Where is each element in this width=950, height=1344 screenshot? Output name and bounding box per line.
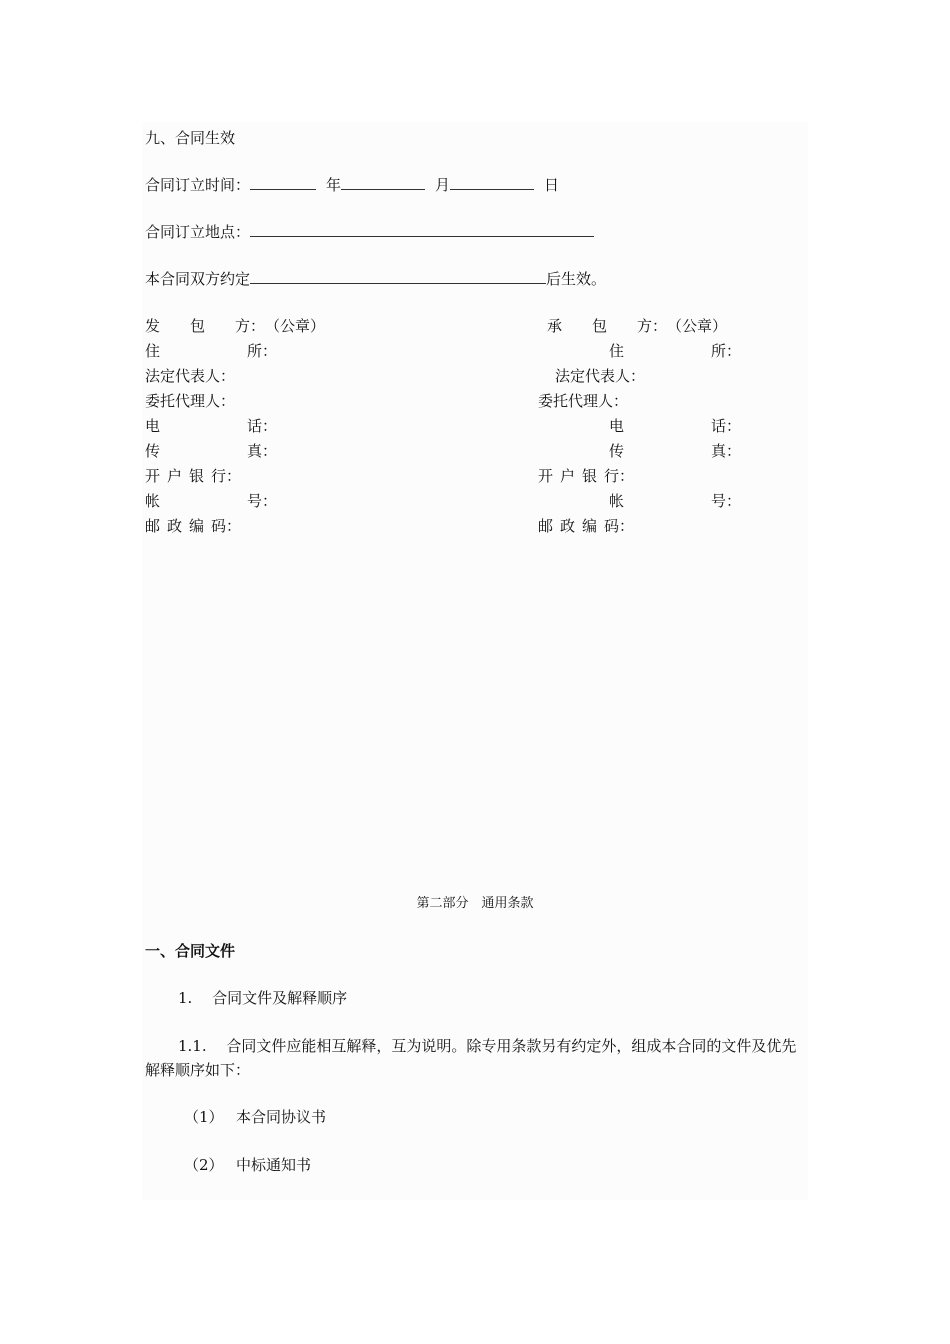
- left-address: 住 所：: [145, 342, 277, 360]
- sign-time-label: 合同订立时间：: [145, 176, 251, 194]
- sign-time-line: [145, 175, 559, 195]
- effective-suffix: 后生效。: [546, 270, 607, 288]
- sign-place-line: [145, 222, 594, 242]
- clause-1-1: 1.1. 合同文件应能相互解释，互为说明。除专用条款另有约定外，组成本合同的文件及优先解释顺序如下：: [145, 1037, 797, 1079]
- left-account: 帐 号：: [145, 492, 277, 510]
- year-blank[interactable]: [250, 175, 316, 190]
- list-item-text: 本合同协议书: [236, 1108, 327, 1126]
- month-label: 月: [435, 176, 451, 194]
- section-heading-contract-docs: 一、合同文件: [145, 942, 236, 960]
- effective-condition-blank[interactable]: [250, 269, 546, 284]
- left-phone: 电 话：: [145, 417, 277, 435]
- right-fax: 传 真：: [609, 442, 741, 460]
- right-bank: 开 户 银 行：: [538, 467, 634, 485]
- right-legal-rep: 法定代表人：: [555, 367, 646, 385]
- right-party-title: 承 包 方： （公章）: [546, 317, 727, 335]
- sign-place-blank[interactable]: [250, 222, 594, 237]
- list-item: [184, 1107, 326, 1127]
- list-item-text: 中标通知书: [236, 1156, 312, 1174]
- left-legal-rep: 法定代表人：: [145, 367, 236, 385]
- left-party-title: 发 包 方： （公章）: [145, 317, 326, 335]
- part-two-title: 第二部分 通用条款: [416, 896, 534, 911]
- left-bank: 开 户 银 行：: [145, 467, 241, 485]
- list-item-number: （2）: [184, 1156, 224, 1174]
- list-item: [184, 1155, 311, 1175]
- effective-condition-line: [145, 269, 606, 289]
- left-agent: 委托代理人：: [145, 392, 236, 410]
- left-fax: 传 真：: [145, 442, 277, 460]
- day-label: 日: [544, 176, 560, 194]
- sign-place-label: 合同订立地点：: [145, 223, 251, 241]
- year-label: 年: [326, 176, 342, 194]
- right-postcode: 邮 政 编 码：: [538, 517, 634, 535]
- right-address: 住 所：: [609, 342, 741, 360]
- left-party-seal: （公章）: [265, 317, 326, 335]
- month-blank[interactable]: [341, 175, 425, 190]
- effective-prefix: 本合同双方约定: [145, 270, 251, 288]
- right-agent: 委托代理人：: [538, 392, 629, 410]
- signature-block: [145, 316, 741, 541]
- section-heading-effect: 九、合同生效: [145, 129, 236, 147]
- list-item-number: （1）: [184, 1108, 224, 1126]
- right-account: 帐 号：: [609, 492, 741, 510]
- right-party-seal: （公章）: [666, 317, 727, 335]
- left-postcode: 邮 政 编 码：: [145, 517, 241, 535]
- right-phone: 电 话：: [609, 417, 741, 435]
- clause-1: 1. 合同文件及解释顺序: [178, 989, 348, 1007]
- day-blank[interactable]: [450, 175, 534, 190]
